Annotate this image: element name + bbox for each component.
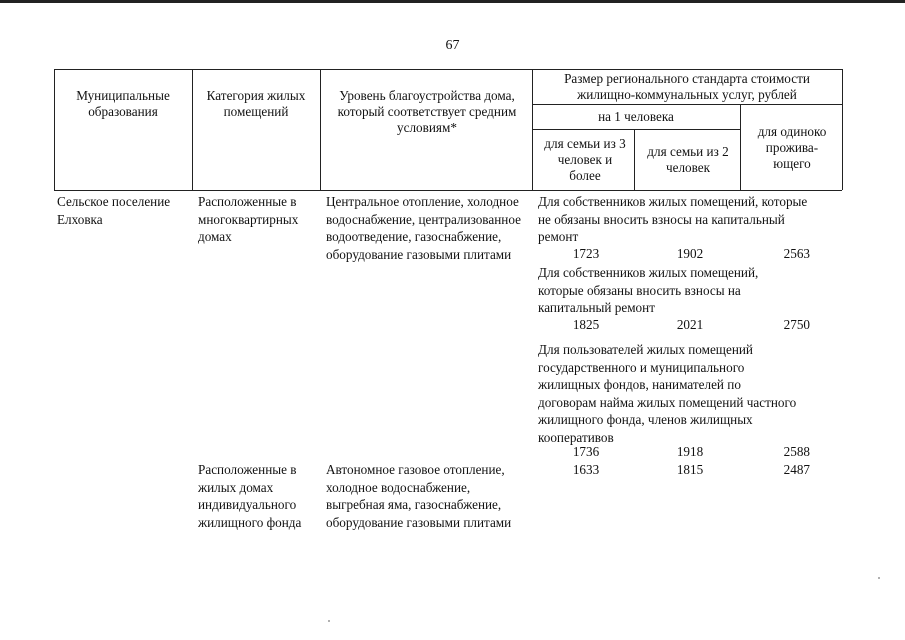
header-category: Категория жилых помещений: [206, 88, 306, 119]
row2-value-family3: 1633: [572, 462, 600, 477]
header-municipality: Муниципальные образования: [76, 88, 170, 119]
group1-value-family3: 1723: [572, 246, 600, 261]
row2-value-family2: 1815: [676, 462, 704, 477]
group-state-housing-users: Для пользователей жилых помещений государственного и муниципального жилищных фондов, нанимателей по договорам найма жилых помещений частного жилищного фонда, членов жилищных кооперативов: [538, 342, 797, 445]
group1-value-family2: 1902: [676, 246, 704, 261]
group2-value-single: 2750: [783, 317, 810, 332]
row2-value-single: 2487: [783, 462, 810, 477]
group2-value-family3: 1825: [572, 317, 600, 332]
header-per-person: на 1 человека: [598, 109, 674, 124]
scan-speck: [328, 620, 330, 622]
group3-value-family3: 1736: [572, 444, 600, 459]
group3-value-single: 2588: [783, 444, 810, 459]
amenities-individual-houses: Автономное газовое отопление, холодное водоснабжение, выгребная яма, газоснабжение, оборудование газовыми плитами: [326, 462, 512, 530]
top-border: [0, 0, 905, 3]
category-individual-houses: Расположенные в жилых домах индивидуального жилищного фонда: [198, 462, 302, 530]
header-single: для одиноко прожива-ющего: [757, 124, 827, 171]
page-number: 67: [445, 38, 460, 53]
group-owners-capital-repair: Для собственников жилых помещений, которые обязаны вносить взносы на капитальный ремонт: [538, 265, 759, 315]
header-family-3: для семьи из 3 человек и более: [544, 136, 626, 183]
header-standard-size: Размер регионального стандарта стоимости жилищно-коммунальных услуг, рублей: [564, 71, 810, 102]
scan-speck: [878, 577, 880, 579]
header-amenities: Уровень благоустройства дома, который соответствует средним условиям*: [337, 88, 517, 135]
group1-value-single: 2563: [783, 246, 810, 261]
group2-value-family2: 2021: [676, 317, 704, 332]
category-apartment-buildings: Расположенные в многоквартирных домах: [198, 194, 299, 244]
municipality-cell: Сельское поселение Елховка: [57, 194, 171, 227]
group-owners-no-capital-repair: Для собственников жилых помещений, которые не обязаны вносить взносы на капитальный ремонт: [538, 194, 808, 244]
amenities-apartment-buildings: Центральное отопление, холодное водоснабжение, централизованное водоотведение, газоснабжение, оборудование газовыми плитами: [326, 194, 521, 262]
group3-value-family2: 1918: [676, 444, 704, 459]
header-family-2: для семьи из 2 человек: [647, 144, 729, 175]
